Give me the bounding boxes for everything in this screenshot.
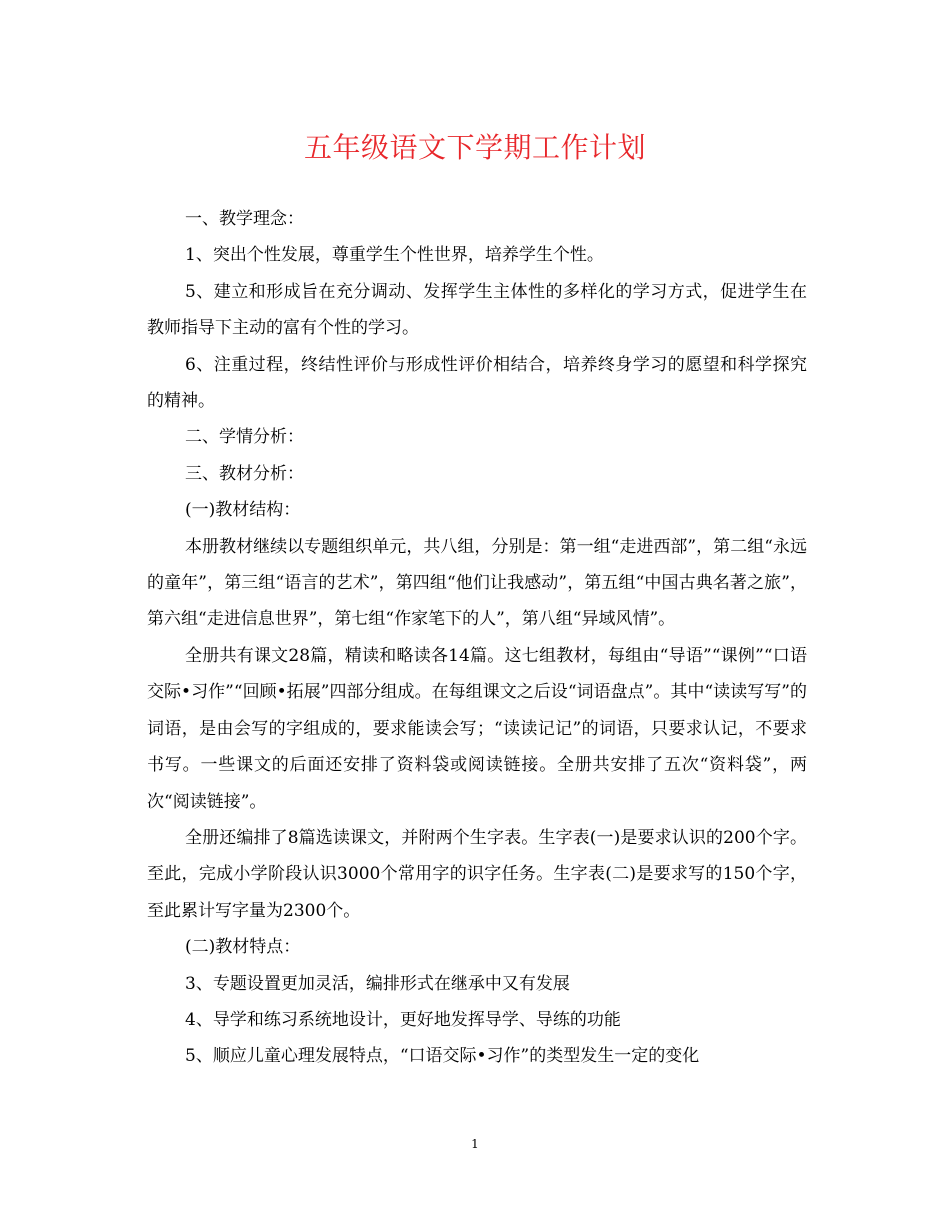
paragraph: 1、突出个性发展，尊重学生个性世界，培养学生个性。	[185, 245, 604, 266]
paragraph: 4、导学和练习系统地设计，更好地发挥导学、导练的功能	[185, 1009, 621, 1030]
subsection-heading-textbook-features: (二)教材特点：	[185, 937, 301, 958]
paragraph: 全册共有课文28篇，精读和略读各14篇。这七组教材，每组由“导语”“课例”“口语交际•习作”“回顾•拓展”四部分组成。在每组课文之后设“词语盘点”。其中“读读写写”的词语，是由会写的字组成的，要求能读会写；“读读记记”的词语，只要求认记，不要求书写。一些课文的后面还安排了资料袋或阅读链接。全册共安排了五次“资料袋”，两次“阅读链接”。	[147, 645, 807, 812]
paragraph: 本册教材继续以专题组织单元，共八组，分别是：第一组“走进西部”，第二组“永远的童年”，第三组“语言的艺术”，第四组“他们让我感动”，第五组“中国古典名著之旅”，第六组“走进信息世界”，第七组“作家笔下的人”，第八组“异域风情”。	[147, 536, 807, 630]
section-heading-teaching-philosophy: 一、教学理念：	[185, 209, 304, 229]
section-heading-textbook-analysis: 三、教材分析：	[185, 463, 304, 484]
paragraph: 全册还编排了8篇选读课文，并附两个生字表。生字表(一)是要求认识的200个字。至此，完成小学阶段认识3000个常用字的识字任务。生字表(二)是要求写的150个字，至此累计写字量为2300个。	[147, 827, 807, 921]
paragraph: 3、专题设置更加灵活，编排形式在继承中又有发展	[185, 973, 570, 994]
subsection-heading-textbook-structure: (一)教材结构：	[185, 500, 301, 521]
section-heading-student-analysis: 二、学情分析：	[185, 427, 304, 448]
paragraph: 5、建立和形成旨在充分调动、发挥学生主体性的多样化的学习方式，促进学生在教师指导下主动的富有个性的学习。	[147, 281, 807, 339]
paragraph: 6、注重过程，终结性评价与形成性评价相结合，培养终身学习的愿望和科学探究的精神。	[147, 354, 807, 412]
paragraph: 5、顺应儿童心理发展特点，“口语交际•习作”的类型发生一定的变化	[185, 1046, 700, 1067]
document-body	[147, 201, 807, 1075]
document-title: 五年级语文下学期工作计划	[303, 131, 646, 164]
page-number: 1	[471, 1137, 479, 1151]
